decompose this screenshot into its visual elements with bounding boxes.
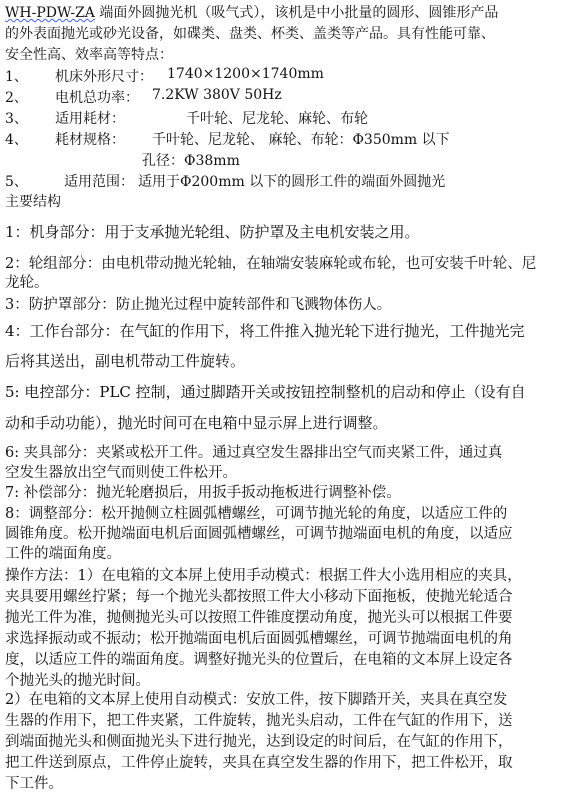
section-heading: 主要结构	[5, 194, 61, 210]
part-4-cont: 后将其送出，副电机带动工件旋转。	[5, 352, 246, 370]
spec-num: 2、	[5, 90, 28, 106]
operation-auto-line: 把工件送到原点，工件停止旋转，夹具在真空发生器的作用下，把工件松开，取	[5, 755, 513, 771]
part-8-cont: 工件的端面角度。	[5, 546, 121, 562]
model-code: WH-PDW-ZA	[5, 5, 95, 21]
operation-auto-line: 2）在电箱的文本屏上使用自动模式：安放工件，按下脚踏开关，夹具在真空发	[5, 692, 508, 708]
operation-manual-line: 抛光工件为准，抛侧抛光头可以按照工件锥度摆动角度，抛光头可以根据工件要	[5, 610, 513, 626]
spec-label: 机床外形尺寸：	[55, 69, 153, 85]
intro-line-3: 安全性高、效率高等特点：	[5, 47, 173, 63]
part-3: 3：防护罩部分：防止抛光过程中旋转部件和飞溅物体伤人。	[5, 297, 392, 313]
operation-auto-line: 生器的作用下，把工件夹紧，工件旋转，抛光头启动，工件在气缸的作用下，送	[5, 713, 513, 729]
spec-label: 耗材规格：	[55, 132, 125, 148]
spec-label: 适用范围：	[64, 174, 134, 190]
spec-num: 5、	[5, 174, 28, 190]
part-4: 4：工作台部分：在气缸的作用下，将工件推入抛光轮下进行抛光，工件抛光完	[5, 322, 525, 340]
part-5-cont: 动和手动功能），抛光时间可在电箱中显示屏上进行调整。	[5, 414, 388, 432]
intro-line-1-text: 端面外圆抛光机（吸气式），该机是中小批量的圆形、圆锥形产品	[99, 5, 499, 21]
part-5: 5: 电控部分：PLC 控制，通过脚踏开关或按钮控制整机的启动和停止（设有自	[5, 383, 526, 401]
spec-value: 7.2KW 380V 50Hz	[152, 87, 282, 103]
intro-line-1	[5, 2, 498, 22]
spec-num: 1、	[5, 69, 28, 85]
intro-line-2: 的外表面抛光或砂光设备，如碟类、盘类、杯类、盖类等产品。具有性能可靠、	[5, 26, 495, 42]
part-8: 8：调整部分：松开抛侧立柱圆弧槽螺丝，可调节抛光轮的角度，以适应工件的	[5, 506, 508, 522]
spec-value: 孔径：Φ38mm	[142, 153, 240, 169]
spec-value: 千叶轮、尼龙轮、 麻轮、布轮：Φ350mm 以下	[152, 132, 450, 148]
part-2: 2：轮组部分：由电机带动抛光轮轴，在轴端安装麻轮或布轮，也可安装千叶轮、尼	[5, 256, 537, 272]
part-7: 7: 补偿部分：抛光轮磨损后，用扳手扳动拖板进行调整补偿。	[5, 485, 401, 501]
operation-manual-line: 操作方法：1）在电箱的文本屏上使用手动模式：根据工件大小选用相应的夹具，	[5, 568, 522, 584]
spec-value: 千叶轮、尼龙轮、麻轮、布轮	[186, 111, 368, 127]
operation-manual-line: 夹具要用螺丝拧紧；每一个抛光头都按照工件大小移动下面拖板，使抛光轮适合	[5, 589, 513, 605]
operation-auto-line: 到端面抛光头和侧面抛光头下进行抛光，达到设定的时间后，在气缸的作用下，	[5, 734, 513, 750]
spec-value: 适用于Φ200mm 以下的圆形工件的端面外圆抛光	[138, 174, 446, 190]
operation-auto-line: 下工件。	[5, 776, 63, 792]
part-1: 1：机身部分：用于支承抛光轮组、防护罩及主电机安装之用。	[5, 223, 420, 241]
part-6: 6: 夹具部分：夹紧或松开工件。通过真空发生器排出空气而夹紧工件，通过真	[5, 445, 503, 461]
part-6-cont: 空发生器放出空气而则使工件松开。	[5, 465, 237, 481]
operation-manual-line: 度，以适应工件的端面角度。调整好抛光头的位置后，在电箱的文本屏上设定各	[5, 652, 513, 668]
operation-manual-line: 个抛光头的抛光时间。	[5, 673, 150, 689]
spec-label: 电机总功率：	[55, 90, 139, 106]
spec-label: 适用耗材：	[55, 111, 125, 127]
spec-value: 1740×1200×1740mm	[167, 66, 324, 82]
operation-manual-line: 求选择振动或不振动；松开抛端面电机后面圆弧槽螺丝，可调节抛端面电机的角	[5, 631, 513, 647]
spec-num: 4、	[5, 132, 28, 148]
part-8-cont: 圆锥角度。松开抛端面电机后面圆弧槽螺丝，可调节抛端面电机的角度，以适应	[5, 526, 513, 542]
part-2-cont: 龙轮。	[5, 275, 49, 291]
spec-num: 3、	[5, 111, 28, 127]
